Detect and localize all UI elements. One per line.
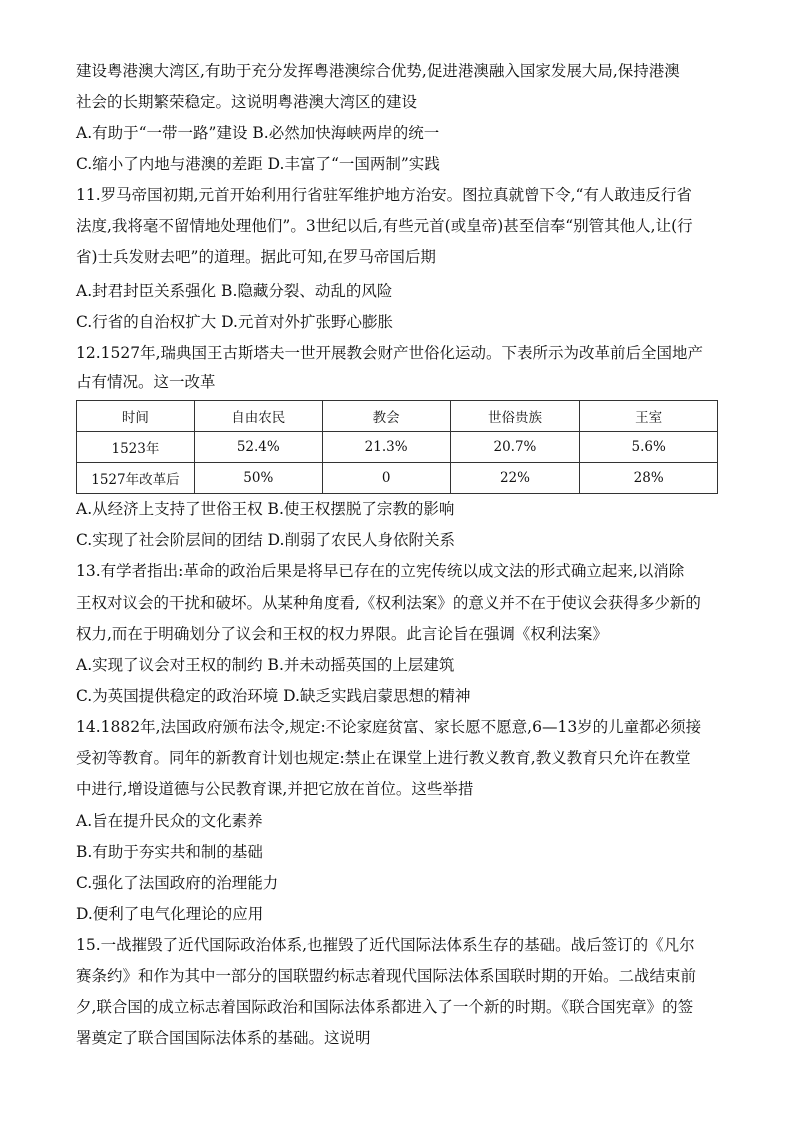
q11-stem-line-1: 11.罗马帝国初期,元首开始利用行省驻军维护地方治安。图拉真就曾下令,“有人敢违反行省 [76,186,692,204]
q14-option-a[interactable]: A.旨在提升民众的文化素养 [76,812,263,830]
q14-option-b[interactable]: B.有助于夯实共和制的基础 [76,843,263,861]
q11-stem-line-3: 省)士兵发财去吧”的道理。据此可知,在罗马帝国后期 [76,248,436,266]
table-cell: 28% [580,463,718,494]
table-cell: 50% [194,463,322,494]
q14-stem-line-2: 受初等教育。同年的新教育计划也规定:禁止在课堂上进行教义教育,教义教育只允许在教堂 [76,749,691,767]
q15-stem-line-1: 15.一战摧毁了近代国际政治体系,也摧毁了近代国际法体系生存的基础。战后签订的《凡尔 [76,936,695,954]
q14-option-d[interactable]: D.便利了电气化理论的应用 [76,905,264,923]
q13-stem-line-3: 权力,而在于明确划分了议会和王权的权力界限。此言论旨在强调《权利法案》 [76,625,608,643]
table-header-cell: 时间 [77,401,195,432]
q13-options-cd[interactable]: C.为英国提供稳定的政治环境 D.缺乏实践启蒙思想的精神 [76,687,471,705]
q11-options-cd[interactable]: C.行省的自治权扩大 D.元首对外扩张野心膨胀 [76,313,393,331]
q12-stem-line-2: 占有情况。这一改革 [76,373,216,391]
q14-stem-line-1: 14.1882年,法国政府颁布法令,规定:不论家庭贫富、家长愿不愿意,6—13岁的儿童都必须接 [76,718,702,736]
q10-options-ab[interactable]: A.有助于“一带一路”建设 B.必然加快海峡两岸的统一 [76,124,440,142]
table-cell: 1523年 [77,432,195,463]
q11-stem-line-2: 法度,我将毫不留情地处理他们”。3世纪以后,有些元首(或皇帝)甚至信奉“别管其他人,让(行 [76,217,693,235]
table-header-cell: 世俗贵族 [450,401,580,432]
table-row [77,463,718,494]
q10-stem-line-2: 社会的长期繁荣稳定。这说明粤港澳大湾区的建设 [76,93,418,111]
table-header-cell: 教会 [322,401,450,432]
q12-stem-line-1: 12.1527年,瑞典国王古斯塔夫一世开展教会财产世俗化运动。下表所示为改革前后全国地产 [76,344,704,362]
table-header-cell: 自由农民 [194,401,322,432]
q11-options-ab[interactable]: A.封君封臣关系强化 B.隐藏分裂、动乱的风险 [76,282,393,300]
table-cell: 22% [450,463,580,494]
table-cell: 1527年改革后 [77,463,195,494]
table-cell: 0 [322,463,450,494]
land-ownership-table [76,400,718,494]
q13-options-ab[interactable]: A.实现了议会对王权的制约 B.并未动摇英国的上层建筑 [76,656,455,674]
table-header-cell: 王室 [580,401,718,432]
table-cell: 5.6% [580,432,718,463]
table-cell: 21.3% [322,432,450,463]
table-cell: 52.4% [194,432,322,463]
table-header-row [77,401,718,432]
q14-option-c[interactable]: C.强化了法国政府的治理能力 [76,874,279,892]
q13-stem-line-2: 王权对议会的干扰和破坏。从某种角度看,《权利法案》的意义并不在于使议会获得多少新的 [76,594,701,612]
q15-stem-line-2: 赛条约》和作为其中一部分的国联盟约标志着现代国际法体系国联时期的开始。二战结束前 [76,967,697,985]
table-cell: 20.7% [450,432,580,463]
q14-stem-line-3: 中进行,增设道德与公民教育课,并把它放在首位。这些举措 [76,780,474,798]
q15-stem-line-4: 署奠定了联合国国际法体系的基础。这说明 [76,1029,371,1047]
q12-options-cd[interactable]: C.实现了社会阶层间的团结 D.削弱了农民人身依附关系 [76,531,455,549]
q10-stem-line-1: 建设粤港澳大湾区,有助于充分发挥粤港澳综合优势,促进港澳融入国家发展大局,保持港澳 [76,62,680,80]
q10-options-cd[interactable]: C.缩小了内地与港澳的差距 D.丰富了“一国两制”实践 [76,155,440,173]
q15-stem-line-3: 夕,联合国的成立标志着国际政治和国际法体系都进入了一个新的时期。《联合国宪章》的签 [76,998,694,1016]
table-row [77,432,718,463]
q13-stem-line-1: 13.有学者指出:革命的政治后果是将早已存在的立宪传统以成文法的形式确立起来,以消除 [76,562,685,580]
q12-options-ab[interactable]: A.从经济上支持了世俗王权 B.使王权摆脱了宗教的影响 [76,500,455,518]
